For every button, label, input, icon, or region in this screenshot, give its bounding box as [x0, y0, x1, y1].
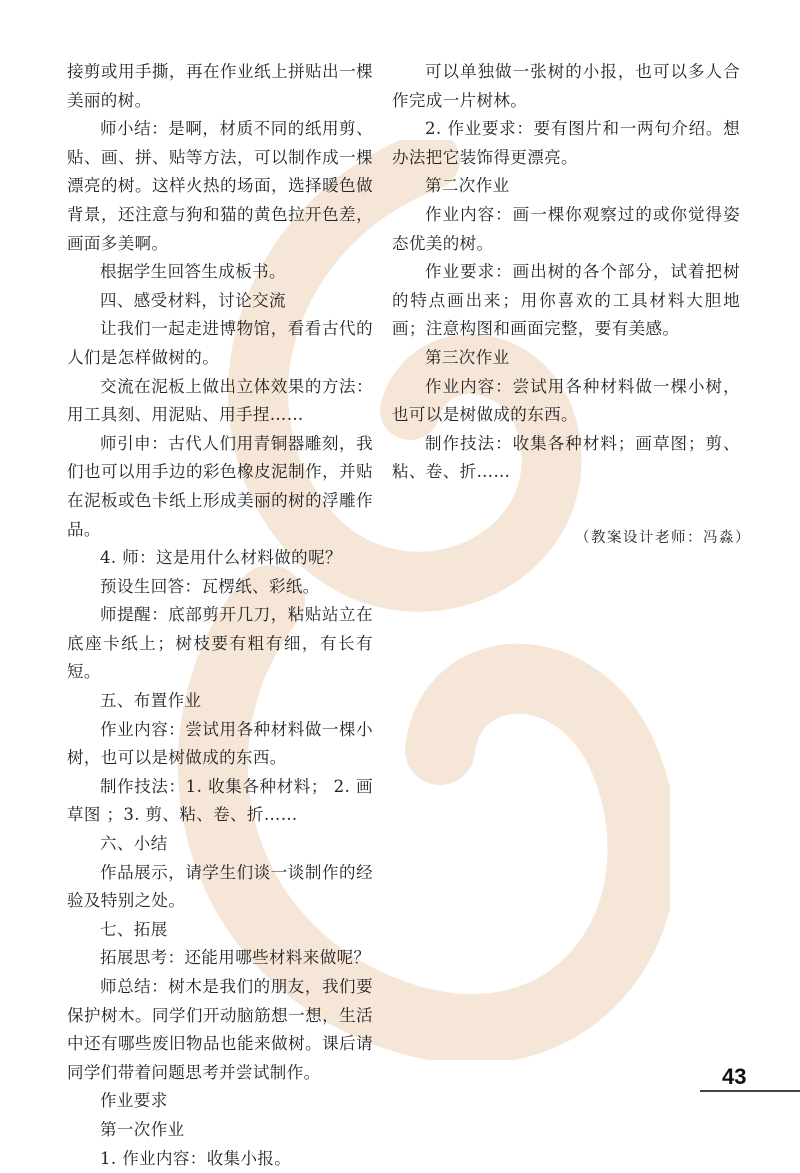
- paragraph: 作业要求: [100, 1091, 168, 1111]
- paragraph: 作业要求：画出树的各个部分，试着把树的特点画出来；用你喜欢的工具材料大胆地画；注意构图和画面完整，要有美感。: [392, 262, 740, 339]
- paragraph: 让我们一起走进博物馆，看看古代的人们是怎样做树的。: [67, 319, 373, 367]
- paragraph: 第一次作业: [100, 1119, 185, 1139]
- paragraph: 交流在泥板上做出立体效果的方法：用工具刻、用泥贴、用手捏……: [67, 376, 373, 425]
- paragraph: 4. 师：这是用什么材料做的呢？: [100, 548, 342, 568]
- paragraph: 拓展思考：还能用哪些材料来做呢？: [100, 948, 371, 968]
- paragraph: 接剪或用手撕，再在作业纸上拼贴出一棵美丽的树。: [67, 62, 373, 110]
- left-column: [67, 58, 373, 1173]
- paragraph: 制作技法：1. 收集各种材料； 2. 画草图 ；3. 剪、粘、卷、折……: [67, 776, 373, 825]
- paragraph: 作业内容：尝试用各种材料做一棵小树，也可以是树做成的东西。: [67, 719, 373, 768]
- paragraph: 可以单独做一张树的小报，也可以多人合作完成一片树林。: [392, 62, 740, 110]
- paragraph: 师总结：树木是我们的朋友，我们要保护树木。同学们开动脑筋想一想，生活中还有哪些废旧物品也能来做树。课后请同学们带着问题思考并尝试制作。: [67, 977, 373, 1082]
- paragraph: 作业内容：尝试用各种材料做一棵小树，也可以是树做成的东西。: [392, 376, 740, 425]
- paragraph: 六、小结: [100, 834, 168, 854]
- paragraph: 七、拓展: [100, 919, 168, 939]
- paragraph: 2. 作业要求：要有图片和一两句介绍。想办法把它装饰得更漂亮。: [392, 119, 740, 167]
- paragraph: 作业内容：画一棵你观察过的或你觉得姿态优美的树。: [392, 204, 740, 253]
- paragraph: 师提醒：底部剪开几刀，粘贴站立在底座卡纸上；树枝要有粗有细，有长有短。: [67, 605, 373, 682]
- paragraph: 预设生回答：瓦楞纸、彩纸。: [100, 576, 320, 596]
- right-column: [392, 58, 740, 487]
- paragraph: 四、感受材料，讨论交流: [100, 290, 286, 310]
- paragraph: 师引申：古代人们用青铜器雕刻，我们也可以用手边的彩色橡皮泥制作，并贴在泥板或色卡纸上形成美丽的树的浮雕作品。: [67, 433, 373, 539]
- paragraph: 制作技法：收集各种材料；画草图；剪、粘、卷、折……: [392, 433, 740, 482]
- paragraph: 第二次作业: [425, 176, 510, 196]
- paragraph: 根据学生回答生成板书。: [100, 262, 286, 282]
- page-number-rule: [700, 1090, 800, 1092]
- paragraph: 五、布置作业: [100, 691, 202, 711]
- paragraph: 第三次作业: [425, 347, 510, 367]
- paragraph: 师小结：是啊，材质不同的纸用剪、贴、画、拼、贴等方法，可以制作成一棵漂亮的树。这样火热的场面，选择暖色做背景，还注意与狗和猫的黄色拉开色差，画面多美啊。: [67, 119, 373, 253]
- paragraph: 作品展示，请学生们谈一谈制作的经验及特别之处。: [67, 862, 373, 911]
- page-number: 43: [722, 1064, 747, 1089]
- lesson-designer-credit: （教案设计老师：冯淼）: [575, 530, 751, 546]
- paragraph: 1. 作业内容：收集小报。: [100, 1148, 292, 1168]
